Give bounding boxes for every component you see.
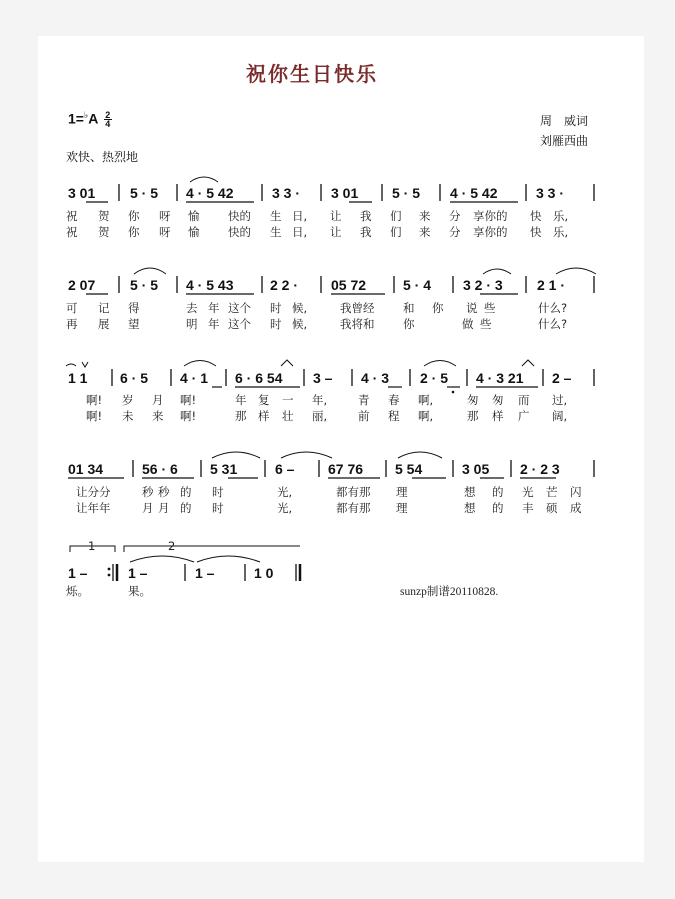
lyric: 月	[158, 501, 170, 515]
lyric: 光,	[277, 501, 293, 515]
low-dot	[452, 391, 455, 394]
measure: 4 · 1	[180, 370, 209, 386]
score-line-3	[66, 360, 594, 423]
transcriber-note: sunzp制谱20110828.	[400, 586, 499, 598]
lyric: 贺	[98, 209, 110, 223]
lyric: 的	[180, 501, 192, 515]
lyric: 理	[396, 501, 408, 515]
lyric: 们	[390, 209, 402, 223]
lyric: 你	[403, 317, 415, 331]
measure: 2 1 ·	[537, 277, 566, 293]
lyric: 闪	[570, 485, 582, 499]
lyric: 春	[388, 393, 400, 407]
lyric: 年	[208, 317, 220, 331]
lyric: 些	[484, 301, 496, 315]
lyricist-credit: 周 威词	[540, 114, 589, 128]
lyric: 来	[419, 225, 431, 239]
lyric: 广	[518, 409, 530, 423]
lyric: 壮	[282, 409, 294, 423]
lyric: 得	[128, 301, 140, 315]
lyric: 前	[358, 409, 370, 423]
score-line-5	[65, 539, 498, 598]
slur	[212, 452, 260, 458]
lyric: 而	[518, 393, 530, 407]
measure: 3 05	[462, 461, 490, 477]
lyric: 分	[449, 209, 461, 223]
lyric: 快	[530, 209, 542, 223]
turn-mark	[66, 364, 76, 366]
slur	[483, 269, 511, 274]
lyric: 候,	[292, 301, 308, 315]
lyric: 成	[570, 501, 582, 515]
lyric: 分	[449, 225, 461, 239]
lyric: 望	[128, 317, 140, 331]
lyric: 让分分	[76, 485, 111, 499]
measure: 3 01	[68, 185, 96, 201]
lyric: 年	[235, 393, 247, 407]
lyric: 什么?	[538, 301, 568, 315]
lyric: 候,	[292, 317, 308, 331]
lyric: 你	[128, 209, 140, 223]
measure: 4 · 3	[361, 370, 390, 386]
lyric: 光	[522, 485, 534, 499]
lyric: 理	[396, 485, 408, 499]
measure: 3 3 ·	[272, 185, 301, 201]
lyric: 做	[462, 317, 474, 331]
lyric: 过,	[552, 393, 568, 407]
lyric: 一	[282, 393, 294, 407]
lyric: 你	[128, 225, 140, 239]
repeat-dot	[108, 568, 111, 571]
lyric: 复	[258, 393, 270, 407]
lyric: 贺	[98, 225, 110, 239]
slur	[197, 556, 260, 562]
volta-2-label: 2	[168, 539, 176, 553]
song-title: 祝你生日快乐	[246, 64, 378, 86]
lyric: 果。	[128, 584, 151, 598]
lyric: 丽,	[312, 409, 328, 423]
measure: 67 76	[328, 461, 364, 477]
slur	[130, 556, 194, 562]
lyric: 秒	[142, 485, 154, 499]
repeat-dot	[108, 574, 111, 577]
measure: 1 –	[195, 565, 215, 581]
measure: 05 72	[331, 277, 367, 293]
lyric: 和	[403, 301, 415, 315]
volta-1-label: 1	[88, 539, 96, 553]
lyric: 让	[330, 209, 342, 223]
measure: 3 2 · 3	[463, 277, 503, 293]
lyric: 啊,	[418, 393, 434, 407]
measure: 5 · 5	[130, 277, 159, 293]
lyric: 们	[390, 225, 402, 239]
measure: 4 · 5 42	[450, 185, 498, 201]
key-prefix: 1=	[68, 110, 84, 127]
lyric: 那	[235, 409, 247, 423]
lyric: 呀	[159, 225, 171, 239]
lyric: 愉	[188, 209, 200, 223]
lyric: 的	[492, 485, 504, 499]
measure: 1 –	[68, 565, 88, 581]
slur	[184, 361, 216, 367]
measure: 2 · 5	[420, 370, 449, 386]
lyric: 样	[492, 409, 504, 423]
measure: 4 · 5 42	[186, 185, 234, 201]
lyric: 些	[480, 317, 492, 331]
slur	[134, 268, 166, 274]
lyric: 的	[492, 501, 504, 515]
lyric: 这个	[228, 301, 251, 315]
lyric: 再	[66, 317, 78, 331]
lyric: 可	[66, 301, 78, 315]
lyric: 我将和	[340, 317, 375, 331]
lyric: 秒	[158, 485, 170, 499]
lyric: 年,	[312, 393, 328, 407]
composer-credit: 刘雁西曲	[540, 134, 589, 148]
lyric: 我曾经	[340, 301, 375, 315]
measure: 01 34	[68, 461, 104, 477]
lyric: 生	[270, 225, 282, 239]
lyric: 快	[530, 225, 542, 239]
lyric: 快的	[228, 225, 251, 239]
lyric: 什么?	[538, 317, 568, 331]
lyric: 记	[98, 301, 110, 315]
lyric: 芒	[546, 485, 558, 499]
lyric: 愉	[188, 225, 200, 239]
lyric: 啊!	[86, 393, 103, 407]
key-flat: ♭	[83, 110, 89, 120]
lyric: 硕	[546, 501, 558, 515]
measure: 5 31	[210, 461, 238, 477]
score-line-4	[68, 452, 594, 515]
lyric: 时	[270, 317, 282, 331]
accent-mark	[522, 360, 534, 366]
score-line-2	[66, 268, 596, 331]
lyric: 说	[466, 301, 478, 315]
slur	[281, 452, 332, 458]
lyric: 啊!	[180, 409, 197, 423]
lyric: 月	[152, 393, 164, 407]
lyric: 时	[212, 501, 224, 515]
breath-mark	[82, 362, 88, 367]
volta-bracket-2	[124, 546, 300, 552]
lyric: 让年年	[76, 501, 111, 515]
lyric: 都有那	[336, 485, 371, 499]
lyric: 日,	[292, 209, 308, 223]
key-note: A	[88, 110, 98, 127]
lyric: 明	[186, 317, 198, 331]
lyric: 祝	[66, 209, 78, 223]
lyric: 我	[360, 225, 372, 239]
lyric: 光,	[277, 485, 293, 499]
measure: 3 01	[331, 185, 359, 201]
lyric: 那	[467, 409, 479, 423]
lyric: 日,	[292, 225, 308, 239]
lyric: 来	[152, 409, 164, 423]
lyric: 烁。	[66, 584, 89, 598]
measure: 56 · 6	[142, 461, 178, 477]
lyric: 的	[180, 485, 192, 499]
measure: 5 · 5	[130, 185, 159, 201]
lyric: 享你的	[473, 225, 508, 239]
lyric: 想	[464, 485, 476, 499]
lyric: 生	[270, 209, 282, 223]
lyric: 呀	[159, 209, 171, 223]
lyric: 让	[330, 225, 342, 239]
lyric: 阔,	[552, 409, 568, 423]
measure: 4 · 5 43	[186, 277, 234, 293]
lyric: 匆	[492, 393, 504, 407]
measure: 6 · 6 54	[235, 370, 283, 386]
lyric: 程	[388, 409, 400, 423]
lyric: 样	[258, 409, 270, 423]
lyric: 啊!	[180, 393, 197, 407]
lyric: 匆	[467, 393, 479, 407]
score-line-1	[66, 177, 594, 239]
lyric: 时	[212, 485, 224, 499]
lyric: 年	[208, 301, 220, 315]
measure: 1 1	[68, 370, 88, 386]
measure: 2 · 2 3	[520, 461, 560, 477]
lyric: 我	[360, 209, 372, 223]
lyric: 乐,	[553, 209, 569, 223]
measure: 5 · 4	[403, 277, 432, 293]
lyric: 丰	[522, 501, 534, 515]
lyric: 岁	[122, 393, 134, 407]
lyric: 啊,	[418, 409, 434, 423]
lyric: 想	[464, 501, 476, 515]
slur	[190, 177, 218, 182]
lyric: 都有那	[336, 501, 371, 515]
measure: 5 54	[395, 461, 423, 477]
lyric: 啊!	[86, 409, 103, 423]
lyric: 月	[142, 501, 154, 515]
slur	[424, 361, 456, 367]
lyric: 祝	[66, 225, 78, 239]
meter-bottom: 4	[105, 119, 111, 130]
lyric: 乐,	[553, 225, 569, 239]
tempo-marking: 欢快、热烈地	[66, 150, 139, 164]
lyric: 这个	[228, 317, 251, 331]
lyric: 来	[419, 209, 431, 223]
lyric: 未	[122, 409, 134, 423]
lyric: 去	[186, 301, 198, 315]
lyric: 展	[98, 317, 110, 331]
lyric: 你	[432, 301, 444, 315]
lyric: 快的	[228, 209, 251, 223]
slur	[556, 268, 596, 274]
meter-top: 2	[105, 110, 111, 121]
measure: 6 · 5	[120, 370, 149, 386]
measure: 2 –	[552, 370, 572, 386]
measure: 1 0	[254, 565, 274, 581]
measure: 1 –	[128, 565, 148, 581]
accent-mark	[281, 360, 293, 366]
slur	[398, 452, 442, 458]
measure: 6 –	[275, 461, 295, 477]
measure: 2 07	[68, 277, 96, 293]
measure: 2 2 ·	[270, 277, 299, 293]
measure: 3 –	[313, 370, 333, 386]
lyric: 时	[270, 301, 282, 315]
lyric: 青	[358, 393, 370, 407]
lyric: 享你的	[473, 209, 508, 223]
measure: 3 3 ·	[536, 185, 565, 201]
measure: 4 · 3 21	[476, 370, 524, 386]
measure: 5 · 5	[392, 185, 421, 201]
